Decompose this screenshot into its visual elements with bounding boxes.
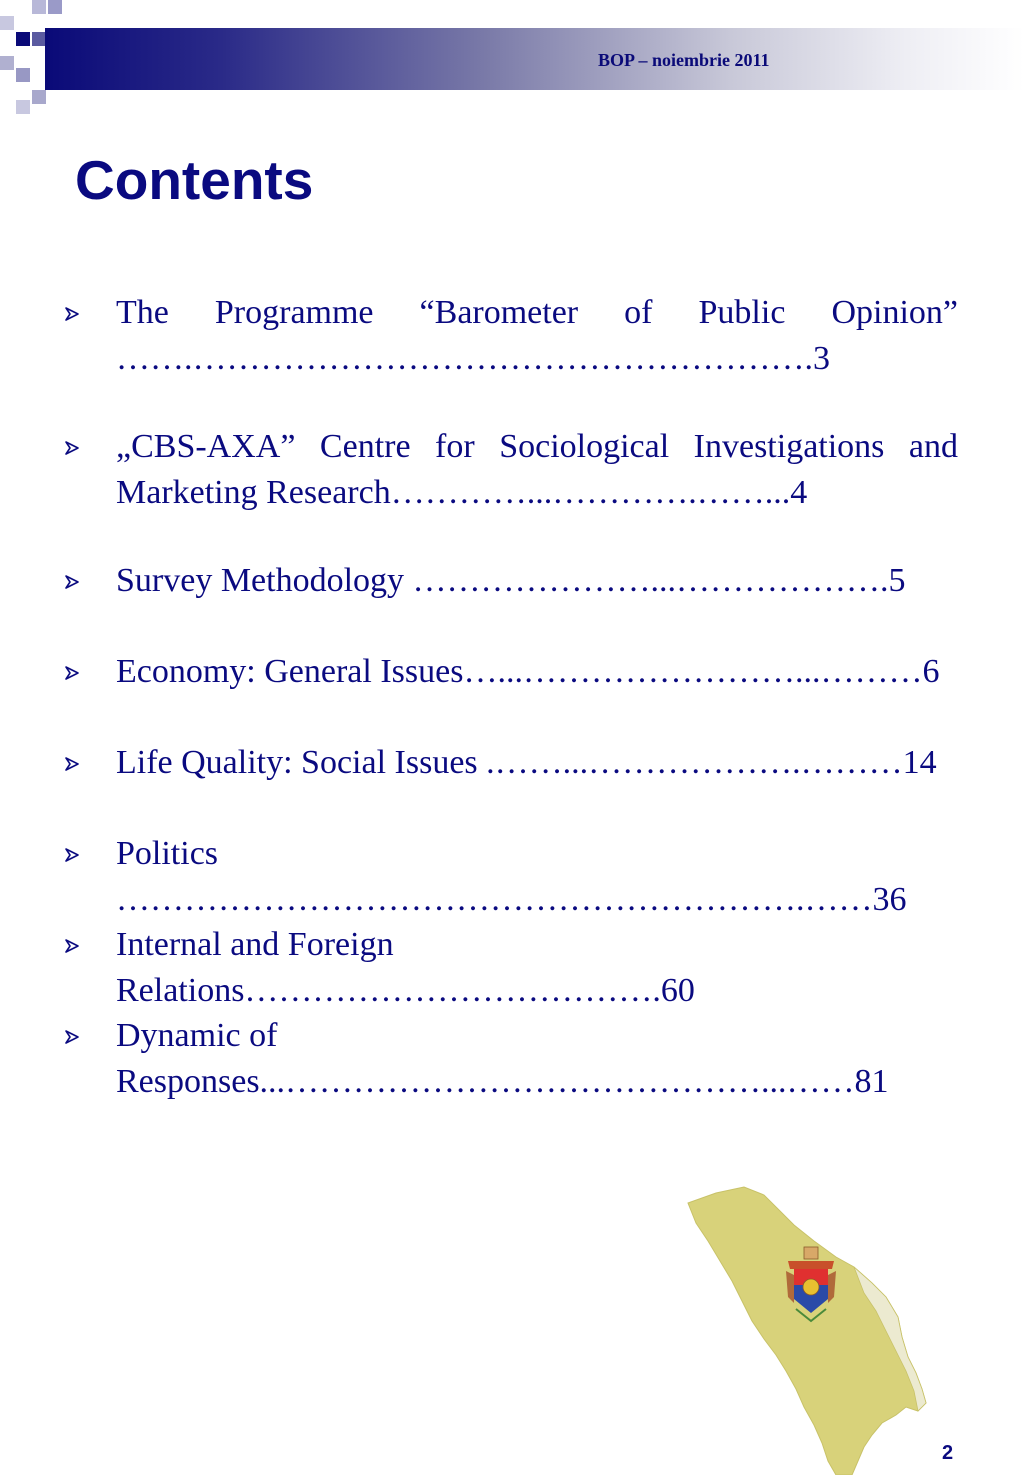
toc-item-label: Survey Methodology …………………...……………….5 <box>116 562 906 599</box>
arrow-bullet-icon <box>62 935 84 957</box>
header-text: BOP – noiembrie 2011 <box>598 50 770 70</box>
arrow-bullet-icon <box>62 1026 84 1048</box>
arrow-bullet-icon <box>62 753 84 775</box>
page-number: 2 <box>942 1442 954 1464</box>
arrow-bullet-icon <box>62 662 84 684</box>
toc-item-label: Economy: General Issues…...……………………...………6 <box>116 653 940 690</box>
toc-item-label: Politics …………………………………………………….……36 <box>116 835 907 918</box>
moldova-map-image <box>686 1185 931 1475</box>
page-title: Contents <box>75 149 314 211</box>
arrow-bullet-icon <box>62 437 84 459</box>
arrow-bullet-icon <box>62 844 84 866</box>
arrow-bullet-icon <box>62 303 84 325</box>
header-bar <box>45 28 1024 90</box>
toc-item-label: Internal and Foreign Relations……………………………….60 <box>116 926 695 1009</box>
toc-item-label: Life Quality: Social Issues .……...……………….………14 <box>116 744 937 781</box>
toc-item-label: „CBS-AXA” Centre for Sociological Investigations and Marketing Research…………...………….……...4 <box>116 428 958 511</box>
arrow-bullet-icon <box>62 571 84 593</box>
toc-item-label: Dynamic of Responses...……………………………………...……81 <box>116 1017 889 1100</box>
toc-item-label: The Programme “Barometer of Public Opinion” …….……………………………………………….3 <box>116 294 958 377</box>
